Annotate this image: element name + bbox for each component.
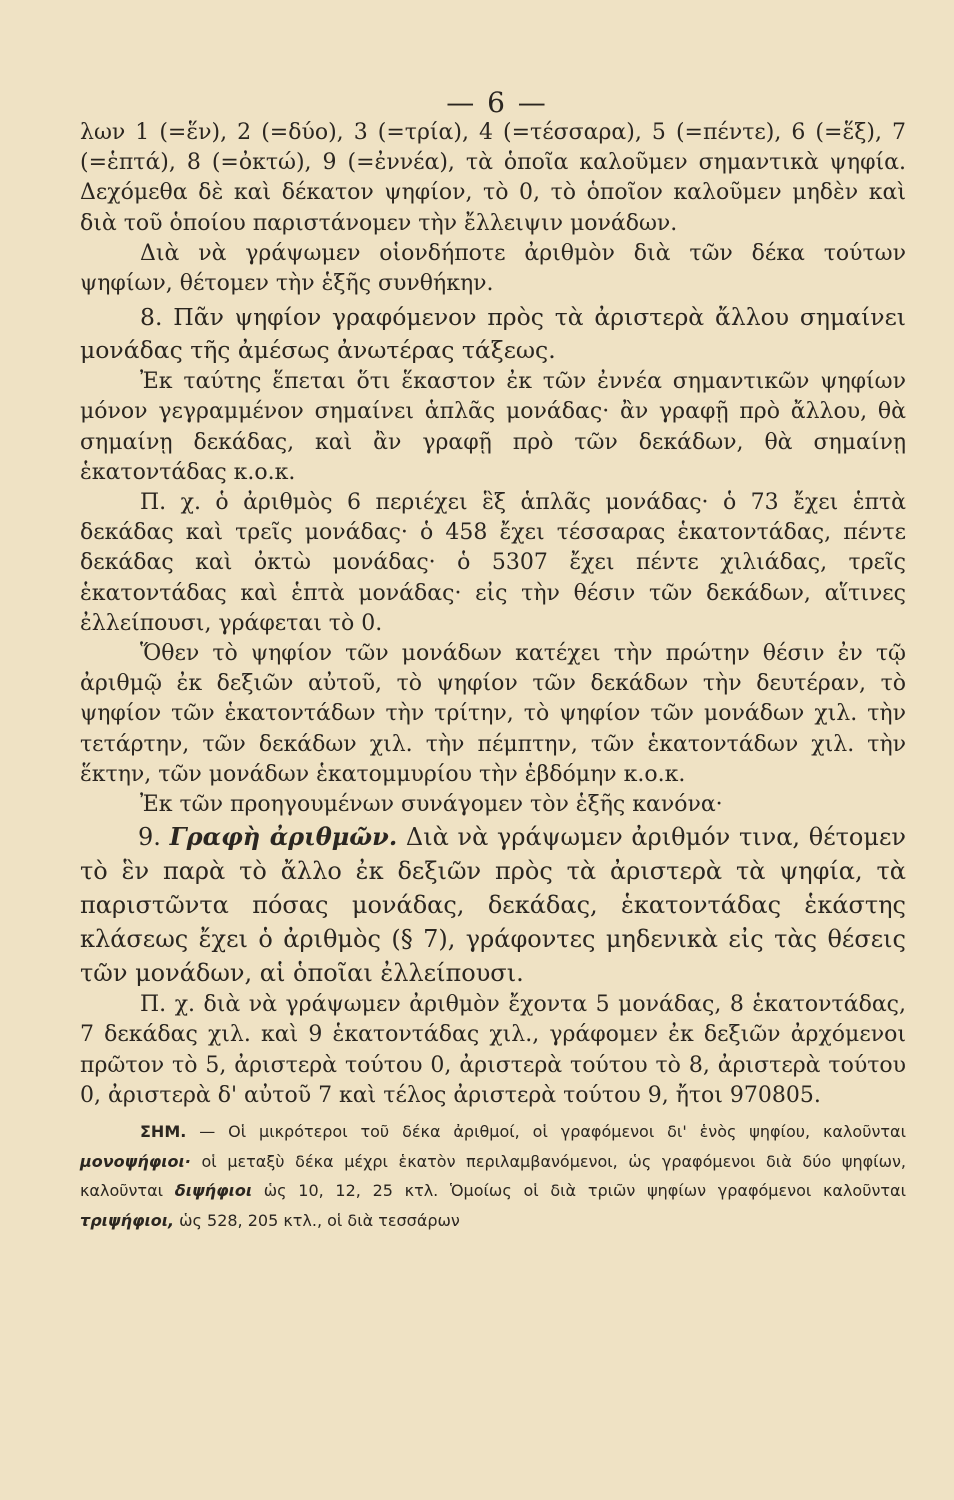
rule-8: 8. Πᾶν ψηφίον γραφόμενον πρὸς τὰ ἀριστερὰ ἄλλου σημαίνει μονάδας τῆς ἀμέσως ἀνωτέρας τάξεως. xyxy=(80,303,906,365)
footnote-text-3: ὡς 10, 12, 25 κτλ. Ὁμοίως οἱ διὰ τριῶν ψηφίων γραφόμενοι καλοῦνται xyxy=(252,1181,907,1201)
section-9-heading: Γραφὴ ἀριθμῶν. xyxy=(169,822,398,852)
footnote-term-2: διψήφιοι xyxy=(174,1181,253,1201)
paragraph-consequence: Ἐκ ταύτης ἕπεται ὅτι ἕκαστον ἐκ τῶν ἐννέα σημαντικῶν ψηφίων μόνον γεγραμμένον σημαίνει ἁπλᾶς μονάδας· ἂν γραφῇ πρὸ ἄλλου, θὰ σημαίνῃ δεκάδας, καὶ ἂν γραφῇ πρὸ τῶν δεκάδων, θὰ σημαίνῃ ἑκατοντάδας κ.ο.κ. xyxy=(80,369,906,485)
footnote-term-3: τριψήφιοι, xyxy=(80,1210,175,1230)
footnote-text-4: ὡς 528, 205 κτλ., οἱ διὰ τεσσάρων xyxy=(174,1210,460,1230)
page-number: — 6 — xyxy=(446,86,548,119)
paragraph-writing-example: Π. χ. διὰ νὰ γράψωμεν ἀριθμὸν ἔχοντα 5 μονάδας, 8 ἑκατοντάδας, 7 δεκάδας χιλ. καὶ 9 ἑκατοντάδας χιλ., γράφομεν ἐκ δεξιῶν ἀρχόμενοι πρῶτον τὸ 5, ἀριστερὰ τούτου 0, ἀριστερὰ τούτου τὸ 8, ἀριστερὰ τούτου 0, ἀριστερὰ δ' αὐτοῦ 7 καὶ τέλος ἀριστερὰ τούτου 9, ἤτοι 970805. xyxy=(80,992,906,1108)
footnote-text-1: — Οἱ μικρότεροι τοῦ δέκα ἀριθμοί, οἱ γραφόμενοι δι' ἑνὸς ψηφίου, καλοῦνται xyxy=(186,1122,906,1142)
paragraph-examples: Π. χ. ὁ ἀριθμὸς 6 περιέχει ἓξ ἁπλᾶς μονάδας· ὁ 73 ἔχει ἑπτὰ δεκάδας καὶ τρεῖς μονάδας· ὁ 458 ἔχει τέσσαρας ἑκατοντάδας, πέντε δεκάδας καὶ ὀκτὼ μονάδας· ὁ 5307 ἔχει πέντε χιλιάδας, τρεῖς ἑκατοντάδας καὶ ἑπτὰ μονάδας· εἰς τὴν θέσιν τῶν δεκάδων, αἵτινες ἐλλείπουσι, γράφεται τὸ 0. xyxy=(80,490,906,636)
page-body xyxy=(80,118,906,1235)
footnote-label: ΣΗΜ. xyxy=(140,1122,187,1142)
paragraph-digits: λων 1 (=ἕν), 2 (=δύο), 3 (=τρία), 4 (=τέσσαρα), 5 (=πέντε), 6 (=ἕξ), 7 (=ἑπτά), 8 (=ὀκτώ), 9 (=ἐννέα), τὰ ὁποῖα καλοῦμεν σημαντικὰ ψηφία. Δεχόμεθα δὲ καὶ δέκατον ψηφίον, τὸ 0, τὸ ὁποῖον καλοῦμεν μηδὲν καὶ διὰ τοῦ ὁποίου παριστάνομεν τὴν ἔλλειψιν μονάδων. xyxy=(80,120,906,236)
paragraph-convention-intro: Διὰ νὰ γράψωμεν οἱονδήποτε ἀριθμὸν διὰ τῶν δέκα τούτων ψηφίων, θέτομεν τὴν ἑξῆς συνθήκην. xyxy=(80,240,906,297)
section-9-number: 9. xyxy=(138,823,161,852)
paragraph-rule-lead: Ἐκ τῶν προηγουμένων συνάγομεν τὸν ἑξῆς κανόνα· xyxy=(140,792,723,818)
footnote-text-2: οἱ μεταξὺ δέκα μέχρι ἑκατὸν περιλαμβανόμενοι, ὡς γραφόμενοι διὰ δύο ψηφίων, καλοῦνται xyxy=(80,1151,906,1201)
section-9-writing-numbers xyxy=(80,820,906,990)
section-9-body: Διὰ νὰ γράψωμεν ἀριθμόν τινα, θέτομεν τὸ ἓν παρὰ τὸ ἄλλο ἐκ δεξιῶν πρὸς τὰ ἀριστερὰ τὰ ψηφία, τὰ παριστῶντα πόσας μονάδας, δεκάδας, ἑκατοντάδας ἑκάστης κλάσεως ἔχει ὁ ἀριθμὸς (§ 7), γράφοντες μηδενικὰ εἰς τὰς θέσεις τῶν μονάδων, αἱ ὁποῖαι ἐλλείπουσι. xyxy=(80,823,906,988)
footnote xyxy=(80,1117,906,1235)
paragraph-positions: Ὅθεν τὸ ψηφίον τῶν μονάδων κατέχει τὴν πρώτην θέσιν ἐν τῷ ἀριθμῷ ἐκ δεξιῶν αὐτοῦ, τὸ ψηφίον τῶν δεκάδων τὴν δευτέραν, τὸ ψηφίον τῶν ἑκατοντάδων τὴν τρίτην, τὸ ψηφίον τῶν μονάδων χιλ. τὴν τετάρτην, τῶν δεκάδων χιλ. τὴν πέμπτην, τῶν ἑκατοντάδων χιλ. τὴν ἕκτην, τῶν μονάδων ἑκατομμυρίου τὴν ἑβδόμην κ.ο.κ. xyxy=(80,641,906,787)
footnote-term-1: μονοψήφιοι· xyxy=(80,1151,191,1171)
